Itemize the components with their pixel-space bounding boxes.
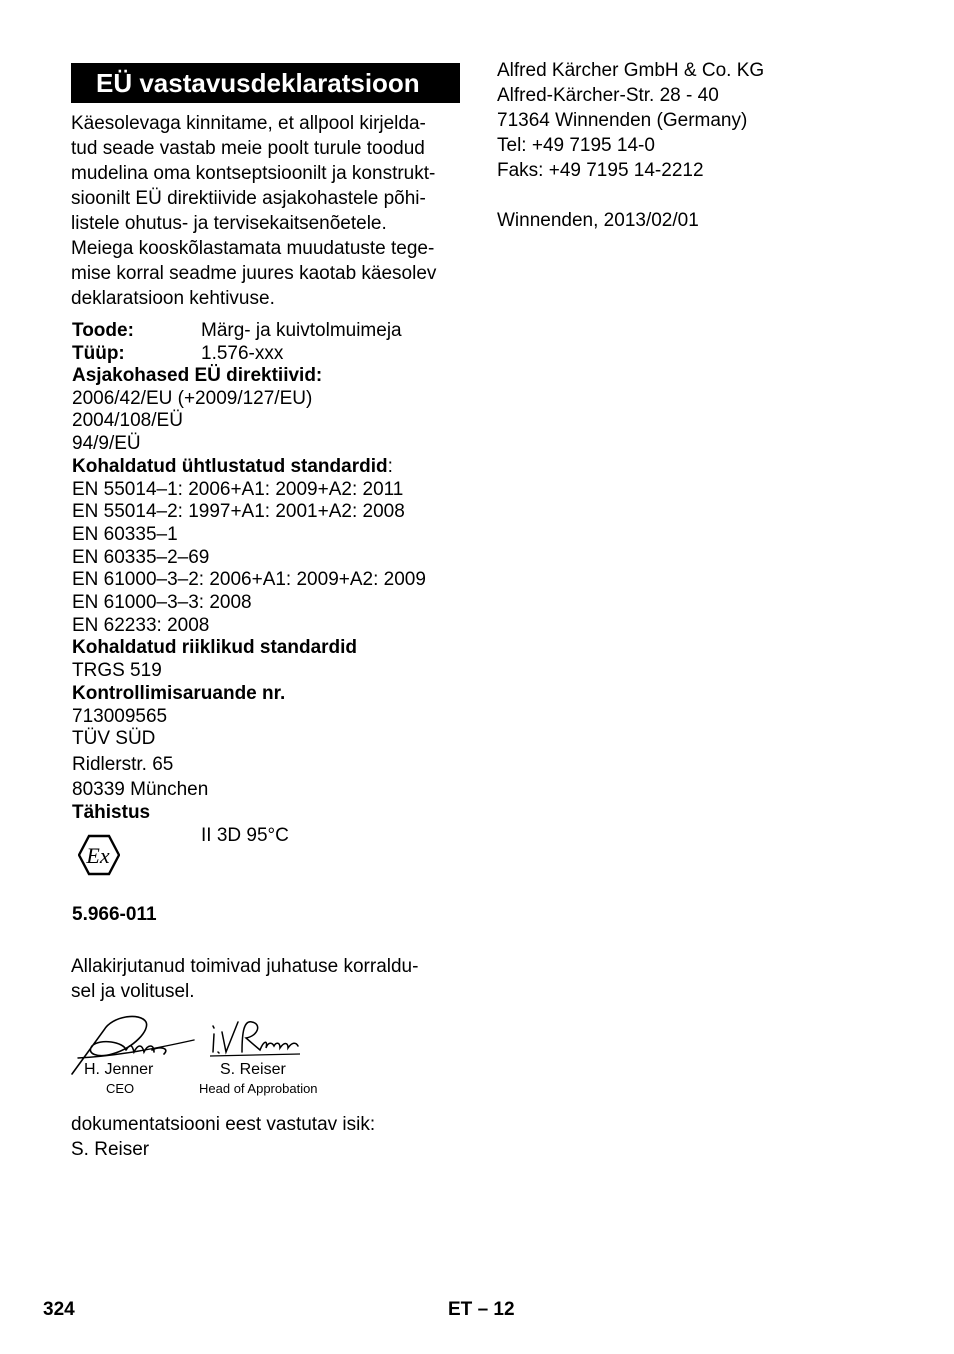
marking-heading: Tähistus [72,802,151,823]
signer-role: CEO [106,1081,135,1096]
directives-section [72,365,426,751]
report-city: 80339 München [72,779,209,800]
standard-item: EN 61000–3–3: 2008 [72,592,252,614]
page-title: EÜ vastavusdeklaratsioon [71,63,460,103]
product-label: Toode: [72,320,134,341]
standard-item: EN 60335–1 [72,523,178,545]
intro-line: mudelina oma kontseptsioonilt ja konstrukt- [71,163,436,184]
report-number: 713009565 [72,705,168,727]
product-value: Märg- ja kuivtolmuimeja [201,320,402,341]
section-code: ET [448,1299,473,1320]
signature-reiser-image [208,1012,304,1062]
report-org: TÜV SÜD [72,728,156,750]
doc-responsible [71,1112,375,1162]
address-line: Tel: +49 7195 14-0 [497,135,655,156]
page-number: 324 [43,1299,75,1320]
intro-line: tud seade vastab meie poolt turule toodud [71,138,425,159]
harmonized-colon: : [387,455,393,477]
type-value: 1.576-xxx [201,343,284,364]
place-date: Winnenden, 2013/02/01 [497,210,699,231]
type-label: Tüüp: [72,343,125,364]
intro-line: Käesolevaga kinnitame, et allpool kirjelda- [71,113,426,134]
address-line: Alfred Kärcher GmbH & Co. KG [497,60,765,81]
standard-item: EN 55014–1: 2006+A1: 2009+A2: 2011 [72,478,404,500]
national-heading: Kohaldatud riiklikud standardid [72,637,358,659]
footer-section [448,1299,515,1321]
intro-line: listele ohutus- ja tervisekaitsenõetele. [71,213,387,234]
standard-item: EN 61000–3–2: 2006+A1: 2009+A2: 2009 [72,569,426,591]
intro-line: mise korral seadme juures kaotab käesolev [71,263,437,284]
standard-item: EN 60335–2–69 [72,546,210,568]
harmonized-heading: Kohaldatud ühtlustatud standardid [72,455,388,477]
harmonized-heading-row [72,456,426,479]
doc-responsible-name: S. Reiser [71,1139,150,1160]
authorized-line: sel ja volitusel. [71,981,195,1002]
intro-line: deklaratsioon kehtivuse. [71,288,275,309]
report-street: Ridlerstr. 65 [72,754,174,775]
address-line: Alfred-Kärcher-Str. 28 - 40 [497,85,719,106]
signer-name: S. Reiser [220,1061,286,1078]
company-address [497,58,764,233]
signer-name: H. Jenner [84,1061,154,1078]
signer-role: Head of Approbation [199,1081,318,1096]
marking-value: II 3D 95°C [201,825,289,846]
address-line: Faks: +49 7195 14-2212 [497,160,704,181]
authorized-text [71,954,418,1004]
authorized-line: Allakirjutanud toimivad juhatuse korraldu- [71,956,419,977]
national-item: TRGS 519 [72,660,162,682]
address-line: 71364 Winnenden (Germany) [497,110,748,131]
doc-responsible-label: dokumentatsiooni eest vastutav isik: [71,1114,376,1135]
section-page: – 12 [477,1299,515,1320]
standard-item: EN 55014–2: 1997+A1: 2001+A2: 2008 [72,501,405,523]
intro-paragraph [71,111,466,311]
directive-item: 2006/42/EU (+2009/127/EU) [72,387,313,409]
ex-hexagon-icon [78,834,120,876]
intro-line: sioonilt EÜ direktiivide asjakohastele põhi- [71,188,426,209]
intro-line: Meiega kooskõlastamata muudatuste tege- [71,238,435,259]
doc-number: 5.966-011 [72,904,157,925]
standard-item: EN 62233: 2008 [72,614,210,636]
directive-item: 2004/108/EÜ [72,410,183,432]
directives-heading: Asjakohased EÜ direktiivid: [72,365,323,386]
ex-symbol-text: Ex [86,843,110,868]
directive-item: 94/9/EÜ [72,433,141,455]
report-heading: Kontrollimisaruande nr. [72,682,286,704]
